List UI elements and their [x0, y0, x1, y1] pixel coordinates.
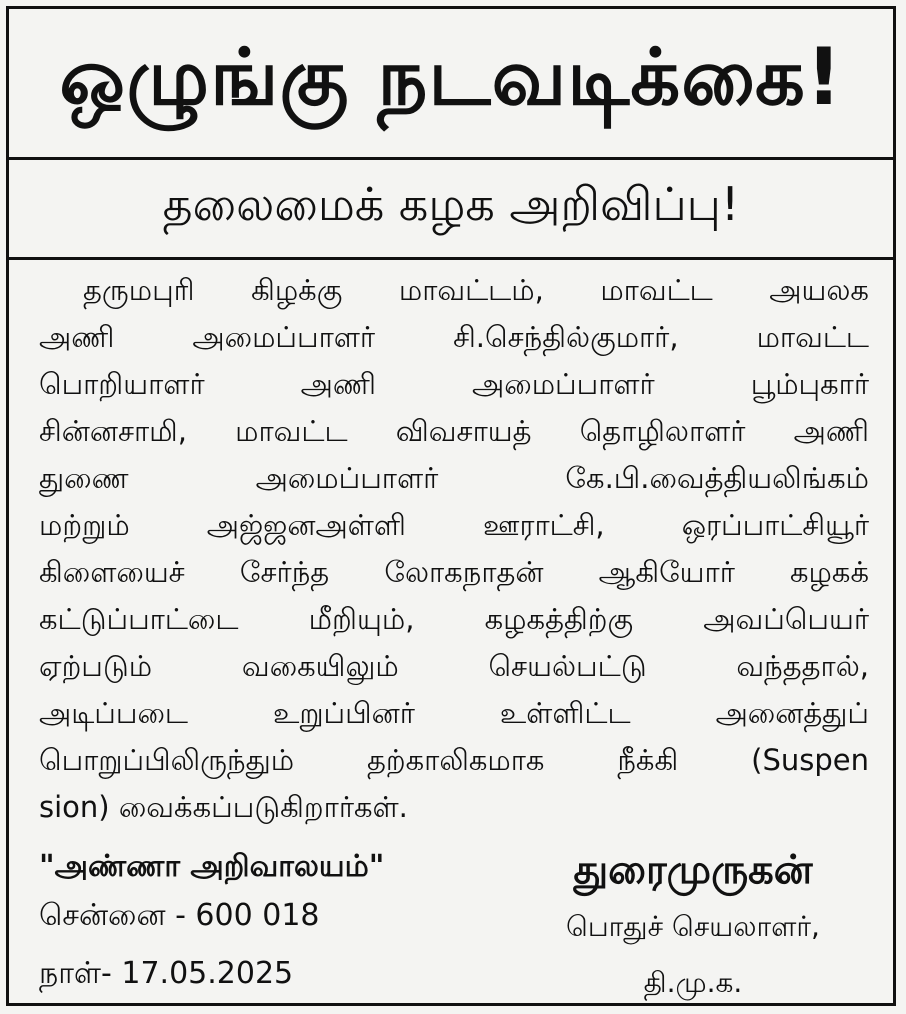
body-line: தருமபுரி கிழக்கு மாவட்டம், மாவட்ட அயலக [83, 273, 869, 307]
body-line: மற்றும் அஜ்ஜனஅள்ளி ஊராட்சி, ஒரப்பாட்சியூர் [39, 508, 869, 542]
notice-title: ஒழுங்கு நடவடிக்கை! [59, 33, 843, 123]
office-city: சென்னை - 600 018 [39, 898, 320, 933]
title-box [9, 9, 893, 160]
body-line: சின்னசாமி, மாவட்ட விவசாயத் தொழிலாளர் அணி [39, 414, 869, 448]
notice-body [39, 267, 869, 831]
body-line: அணி அமைப்பாளர் சி.செந்தில்குமார், மாவட்ட [39, 320, 869, 354]
body-line: துணை அமைப்பாளர் கே.பி.வைத்தியலிங்கம் [39, 461, 869, 495]
issuer-block [39, 847, 479, 1003]
body-line: கிளையைச் சேர்ந்த லோகநாதன் ஆகியோர் கழகக் [39, 555, 869, 589]
notice-frame [6, 6, 896, 1006]
subtitle-box [9, 157, 893, 260]
signatory-name: துரைமுருகன் [573, 847, 813, 893]
body-line: கட்டுப்பாட்டை மீறியும், கழகத்திற்கு அவப்பெயர் [39, 602, 869, 636]
notice-subtitle: தலைமைக் கழக அறிவிப்பு! [162, 176, 740, 231]
office-name: "அண்ணா அறிவாலயம்" [39, 849, 385, 884]
notice-date: நாள்- 17.05.2025 [39, 956, 294, 991]
signature-block [523, 841, 863, 1011]
body-line: பொறியாளர் அணி அமைப்பாளர் பூம்புகார் [39, 367, 869, 401]
body-line: அடிப்படை உறுப்பினர் உள்ளிட்ட அனைத்துப் [39, 696, 869, 730]
body-line: ஏற்படும் வகையிலும் செயல்பட்டு வந்ததால், [39, 649, 869, 683]
signatory-party: தி.மு.க. [643, 966, 743, 999]
body-line: sion) வைக்கப்படுகிறார்கள். [39, 790, 408, 824]
body-line: பொறுப்பிலிருந்தும் தற்காலிகமாக நீக்கி (Suspen [39, 743, 869, 777]
signatory-title: பொதுச் செயலாளர், [566, 910, 820, 943]
